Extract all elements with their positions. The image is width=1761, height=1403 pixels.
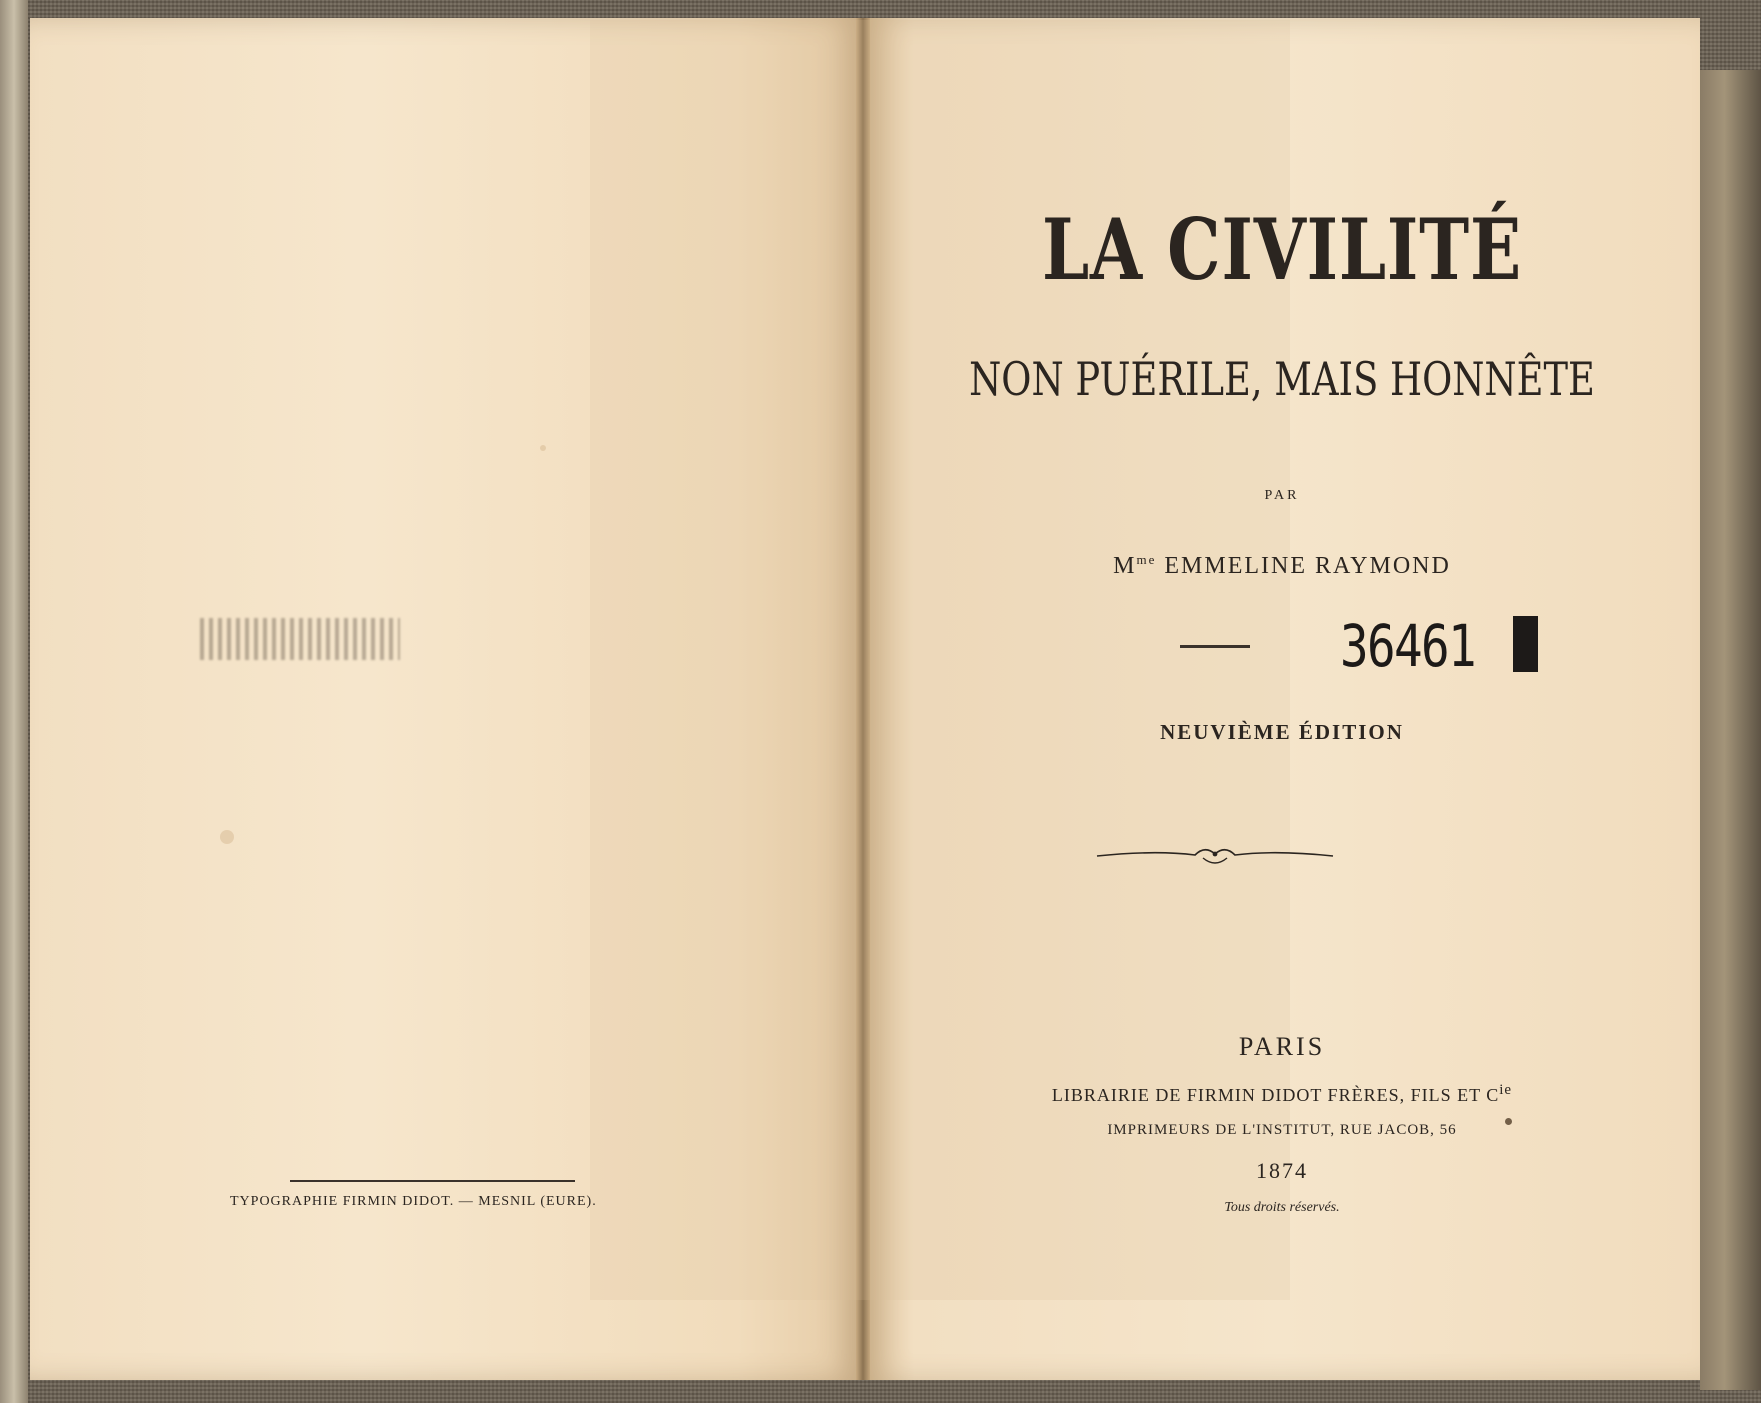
ink-smudge (200, 618, 400, 660)
stamp-bar (1513, 616, 1538, 672)
printer-imprint: TYPOGRAPHIE FIRMIN DIDOT. — MESNIL (EURE). (230, 1194, 597, 1209)
by-label: PAR (1264, 488, 1300, 503)
author-prefix-sup: me (1136, 552, 1157, 567)
author-name: EMMELINE RAYMOND (1164, 553, 1451, 579)
publisher-sup: ie (1499, 1082, 1513, 1098)
publisher-name: LIBRAIRIE DE FIRMIN DIDOT FRÈRES, FILS ET C (1051, 1085, 1500, 1105)
publisher-line (864, 1082, 1700, 1106)
cover-right-edge (1700, 70, 1761, 1390)
foxing-spot (1505, 1118, 1512, 1125)
ornament-divider-icon (1095, 840, 1335, 870)
stamp-dash (1180, 645, 1250, 648)
publication-city: PARIS (1238, 1032, 1326, 1061)
cover-left-edge (0, 0, 28, 1403)
imprint-rule (290, 1180, 575, 1182)
author-line (864, 552, 1700, 580)
printer-line: IMPRIMEURS DE L'INSTITUT, RUE JACOB, 56 (1107, 1122, 1457, 1138)
rights-notice: Tous droits réservés. (1224, 1200, 1340, 1215)
book-subtitle: NON PUÉRILE, MAIS HONNÊTE (969, 352, 1595, 406)
author-prefix: M (1113, 553, 1137, 579)
foxing-spot (540, 445, 546, 451)
edition-label: NEUVIÈME ÉDITION (1160, 720, 1404, 744)
book-title: LA CIVILITÉ (1042, 200, 1522, 299)
foxing-spot (220, 830, 234, 844)
library-stamp-number: 36461 (1340, 612, 1475, 680)
publication-year: 1874 (1256, 1158, 1308, 1183)
